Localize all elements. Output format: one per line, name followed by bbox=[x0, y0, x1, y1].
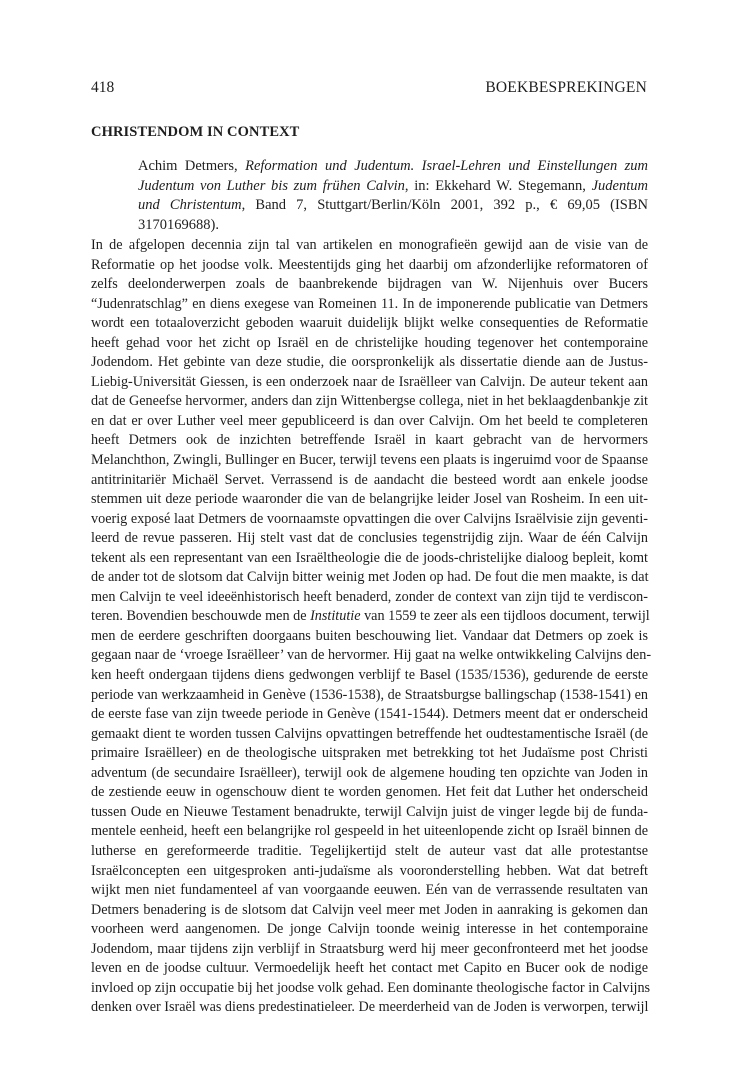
body-line: wijkt men niet fundamenteel af van voorgaande eeuwen. Eén van de verrassende resultaten van bbox=[91, 882, 648, 899]
body-line: wordt een totaaloverzicht geboden waaruit duidelijk blijkt welke consequenties de Reformatie bbox=[91, 315, 648, 332]
body-line: Detmers benadering is de slotsom dat Calvijn veel meer met Joden in aanraking is gekomen dan bbox=[91, 901, 648, 918]
body-line: tussen Oude en Nieuwe Testament benadrukte, terwijl Calvijn juist de vinger legde bij de funda- bbox=[91, 803, 648, 820]
body-line: voerig exposé laat Detmers de voornaamste opvattingen die over Calvijns Israëlvisie zijn geventi- bbox=[91, 510, 648, 527]
running-header bbox=[91, 79, 647, 99]
body-line: invloed op zijn occupatie bij het joodse volk gehad. Een dominante theologische factor in Calvijns bbox=[91, 979, 651, 996]
body-line: Jodendom. Het gebinte van deze studie, die oorspronkelijk als dissertatie diende aan de Justus- bbox=[91, 354, 648, 371]
citation-series-title: Judentum und Christentum bbox=[138, 177, 648, 214]
body-line bbox=[91, 1018, 648, 1038]
review-body bbox=[91, 236, 652, 1037]
body-line: Israëlconcepten een uitgesproken anti-judaïsme als vooronderstelling hebben. Wat dat betreft bbox=[91, 862, 648, 879]
body-line: dat de Geneefse hervormer, anders dan zijn Wittenbergse collega, niet in het beklaagdenbankje zit bbox=[91, 393, 648, 410]
body-text: teren. Bovendien beschouwde men de bbox=[91, 608, 311, 625]
body-line: primaire Israëlleer) en de theologische uitspraken met betrekking tot het Judaïsme post Christi bbox=[91, 745, 648, 762]
body-line: de ander tot de slotsom dat Calvijn bitter weinig met Joden op had. De fout die men maakte, is dat bbox=[91, 569, 649, 586]
citation-mid: , in: Ekkehard W. Stegemann, bbox=[404, 177, 592, 194]
body-line: Melanchthon, Zwingli, Bullinger en Bucer, terwijl tevens een plaats is ingeruimd voor de Spaanse bbox=[91, 452, 648, 469]
body-line: denken over Israël was diens predestinatieleer. De meerderheid van de Joden is verworpen, terwijl bbox=[91, 999, 649, 1016]
body-line: heeft Detmers ook de inzichten betreffende Israël in kaart gebracht van de hervormers bbox=[91, 432, 648, 449]
work-title-institutie: Institutie bbox=[310, 608, 361, 625]
body-line: tekent als een representant van een Israëltheologie die de joods-christelijke dialoog bepleit, komt bbox=[91, 549, 648, 566]
body-line: men Calvijn te veel ideeënhistorisch heeft benaderd, zonder de context van zijn tijd te verdiscon- bbox=[91, 588, 648, 605]
body-text: van 1559 te zeer als een tijdloos document, terwijl bbox=[360, 608, 650, 625]
section-name: BOEKBESPREKINGEN bbox=[485, 79, 647, 96]
body-line: adventum (de secundaire Israëlleer), terwijl ook de algemene houding ten opzichte van Joden in bbox=[91, 764, 648, 781]
body-line: leven en de joodse cultuur. Vermoedelijk heeft het contact met Capito en Bucer ook de nodige bbox=[91, 960, 648, 977]
body-line: periode van werkzaamheid in Genève (1536-1538), de Straatsburgse ballingschap (1538-1541) en bbox=[91, 686, 648, 703]
body-line: de eerste fase van zijn tweede periode in Genève (1541-1544). Detmers meent dat er onderscheid bbox=[91, 706, 648, 723]
citation-details: , Band 7, Stuttgart/Berlin/Köln 2001, 392 p., € 69,05 (ISBN 3170169688). bbox=[138, 197, 648, 234]
body-line: Liebig-Universität Giessen, is een onderzoek naar de Israëlleer van Calvijn. De auteur tekent aan bbox=[91, 373, 648, 390]
body-line: In de afgelopen decennia zijn tal van artikelen en monografieën gewijd aan de visie van de bbox=[91, 237, 648, 253]
citation-author: Achim Detmers, bbox=[138, 158, 246, 174]
body-line: stemmen uit deze periode waaronder die van de belangrijke leider Josel van Rosheim. In een uit- bbox=[91, 491, 648, 508]
body-line: mentele eenheid, heeft een belangrijke rol gespeeld in het uiteenlopende zicht op Israël binnen de bbox=[91, 823, 648, 840]
body-line: “Judenratschlag” en diens exegese van Romeinen 11. In de imponerende publicatie van Detmers bbox=[91, 295, 648, 312]
page-number: 418 bbox=[91, 79, 115, 96]
body-line-with-italic bbox=[91, 607, 648, 627]
body-line: voorheen werd aangenomen. De jonge Calvijn toonde weinig interesse in het contemporaine bbox=[91, 921, 648, 938]
body-line: ken heeft ondergaan tijdens diens gedwongen verblijf te Basel (1535/1536), gedurende de eerste bbox=[91, 667, 648, 684]
body-line: Reformatie op het joodse volk. Meestentijds ging het daarbij om afzonderlijke reformatoren of bbox=[91, 256, 648, 273]
body-line: de zestiende eeuw in ogenschouw dient te worden genomen. Het feit dat Luther het onderscheid bbox=[91, 784, 648, 801]
body-line: heeft gehad voor het zicht op Israël en de christelijke houding tegenover het contemporaine bbox=[91, 334, 648, 351]
body-line: antitrinitariër Michaël Servet. Verrassend is de aandacht die besteed wordt aan enkele joodse bbox=[91, 471, 648, 488]
body-line: gegaan naar de ‘vroege Israëlleer’ van de hervormer. Hij gaat na welke ontwikkeling Calvijns den- bbox=[91, 647, 652, 664]
body-line: men de eerdere geschriften doorgaans buiten beschouwing liet. Vandaar dat Detmers op zoek is bbox=[91, 627, 648, 644]
book-citation bbox=[138, 157, 648, 236]
review-title: CHRISTENDOM IN CONTEXT bbox=[91, 124, 300, 140]
body-line: leerd de revue passeren. Hij stelt vast dat de conclusies tegenstrijdig zijn. Waar de één Calvijn bbox=[91, 530, 648, 547]
body-line: Jodendom, maar tijdens zijn verblijf in Straatsburg werd hij meer geconfronteerd met het joodse bbox=[91, 940, 648, 957]
body-line: en dat er over Luther veel meer gepubliceerd is dan over Calvijn. Om het beeld te completeren bbox=[91, 412, 648, 429]
citation-book-title: Reformation und Judentum. Israel-Lehren und Einstellungen zum Judentum von Luther bis zum frühen Calvin bbox=[138, 158, 648, 194]
body-line: gemaakt dient te worden tussen Calvijns opvattingen betreffende het oudtestamentische Israël (de bbox=[91, 725, 648, 742]
body-line: lutherse en gereformeerde traditie. Tegelijkertijd stelt de auteur vast dat alle protestantse bbox=[91, 842, 648, 859]
body-line: zelfs deelonderwerpen zoals de baanbrekende bijdragen van W. Nijenhuis over Bucers bbox=[91, 276, 648, 293]
